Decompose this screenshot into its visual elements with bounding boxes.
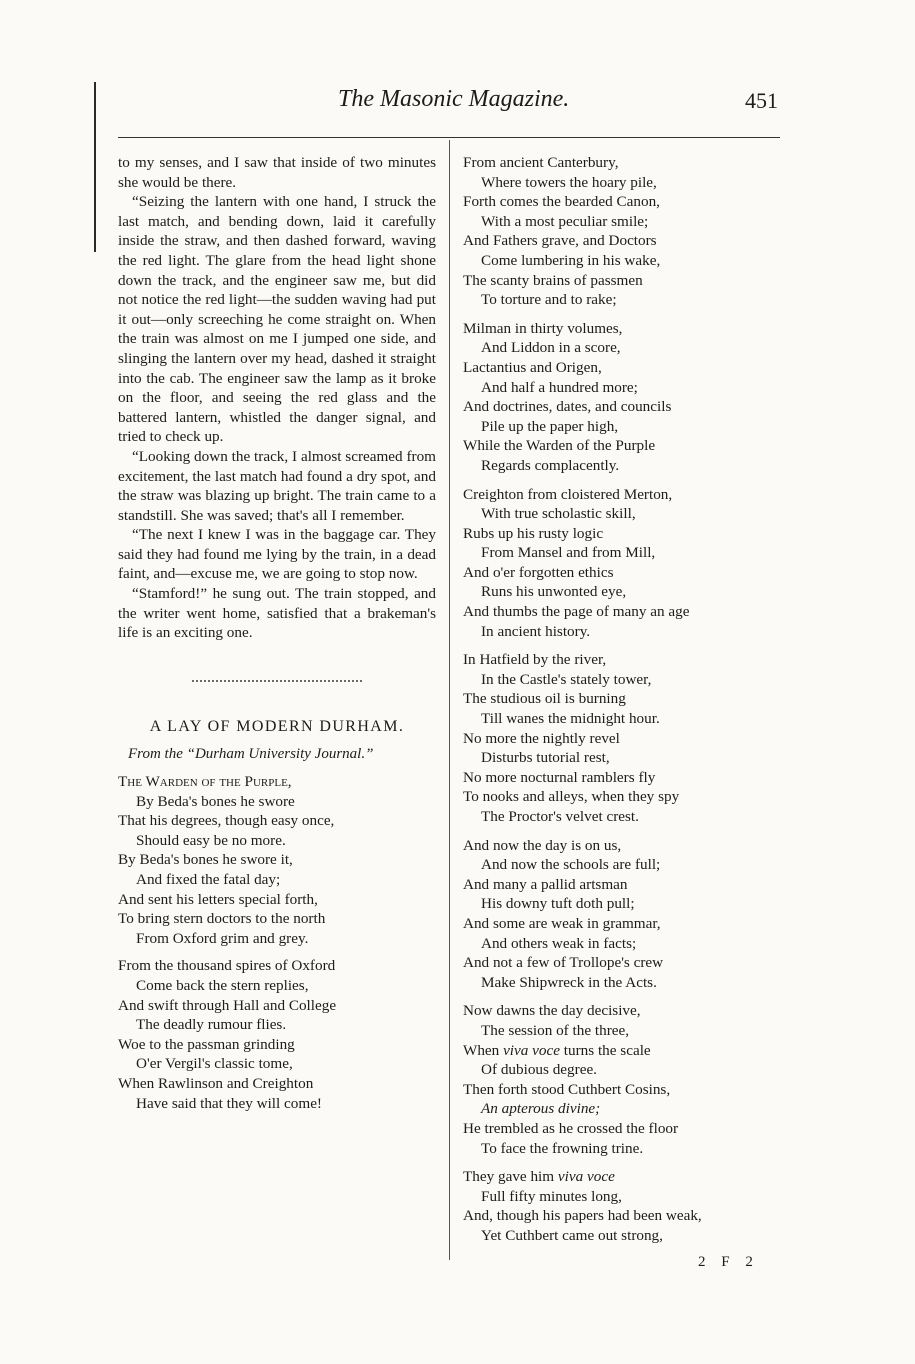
verse-line: Where towers the hoary pile, bbox=[481, 173, 657, 191]
verse-line: And swift through Hall and College bbox=[118, 996, 337, 1014]
stanza bbox=[463, 1167, 793, 1245]
verse-line: Creighton from cloistered Merton, bbox=[463, 485, 673, 503]
stanza bbox=[463, 1001, 793, 1158]
header-rule bbox=[118, 137, 780, 138]
verse-line: And thumbs the page of many an age bbox=[463, 603, 690, 621]
page-header bbox=[118, 86, 778, 126]
verse-line: In the Castle's stately tower, bbox=[481, 670, 652, 688]
verse-line: To nooks and alleys, when they spy bbox=[463, 788, 680, 806]
verse-line: Now dawns the day decisive, bbox=[463, 1002, 641, 1020]
verse-line: From Oxford grim and grey. bbox=[136, 929, 309, 947]
verse-line: And half a hundred more; bbox=[481, 378, 638, 396]
verse-line: With true scholastic skill, bbox=[481, 505, 636, 523]
verse-line: The studious oil is burning bbox=[463, 690, 626, 708]
verse-line: Rubs up his rusty logic bbox=[463, 524, 604, 542]
verse-line: His downy tuft doth pull; bbox=[481, 895, 635, 913]
verse-line: Forth comes the bearded Canon, bbox=[463, 193, 660, 211]
verse-line: O'er Vergil's classic tome, bbox=[136, 1055, 293, 1073]
verse-line: He trembled as he crossed the floor bbox=[463, 1119, 679, 1137]
poem-left bbox=[118, 772, 436, 1113]
verse-line: When Rawlinson and Creighton bbox=[118, 1074, 314, 1092]
italic-phrase: viva voce bbox=[503, 1041, 560, 1059]
verse-line: No more the nightly revel bbox=[463, 729, 620, 747]
verse-line: Then forth stood Cuthbert Cosins, bbox=[463, 1080, 671, 1098]
paragraph: “The next I knew I was in the baggage car. They said they had found me lying by the train, in a dead faint, and—excuse me, we are going to stop now. bbox=[118, 526, 436, 583]
running-title: The Masonic Magazine. bbox=[338, 86, 570, 112]
verse-line: No more nocturnal ramblers fly bbox=[463, 768, 656, 786]
italic-phrase: An apterous divine; bbox=[481, 1100, 601, 1118]
verse-line: With a most peculiar smile; bbox=[481, 212, 649, 230]
verse-line: And sent his letters special forth, bbox=[118, 890, 318, 908]
verse-line: In Hatfield by the river, bbox=[463, 651, 607, 669]
verse-line: Have said that they will come! bbox=[136, 1094, 322, 1112]
paragraph: “Looking down the track, I almost screamed from excitement, the last match had found a dry spot, and the straw was blazing up bright. The train came to a standstill. She was saved; that's all I remember. bbox=[118, 447, 436, 524]
verse-line-text: The Warden of the Purple, bbox=[118, 773, 292, 791]
stanza bbox=[463, 153, 793, 310]
paragraph: “Stamford!” he sung out. The train stopped, and the writer went home, satisfied that a brakeman's life is an exciting one. bbox=[118, 585, 436, 642]
right-column bbox=[463, 153, 793, 1254]
verse-line: And some are weak in grammar, bbox=[463, 914, 661, 932]
verse-line: The session of the three, bbox=[481, 1021, 630, 1039]
verse-line: That his degrees, though easy once, bbox=[118, 812, 335, 830]
paragraph: to my senses, and I saw that inside of two minutes she would be there. bbox=[118, 154, 436, 191]
verse-line: Pile up the paper high, bbox=[481, 417, 619, 435]
verse-line: The scanty brains of passmen bbox=[463, 271, 643, 289]
verse-line: To torture and to rake; bbox=[481, 291, 617, 309]
verse-line: The deadly rumour flies. bbox=[136, 1016, 287, 1034]
verse-line: While the Warden of the Purple bbox=[463, 437, 656, 455]
verse-line: Of dubious degree. bbox=[481, 1061, 597, 1079]
verse-line: By Beda's bones he swore it, bbox=[118, 851, 293, 869]
verse-line: Full fifty minutes long, bbox=[481, 1187, 622, 1205]
verse-line: And not a few of Trollope's crew bbox=[463, 954, 664, 972]
verse-line: And others weak in facts; bbox=[481, 934, 637, 952]
verse-line: And o'er forgotten ethics bbox=[463, 563, 614, 581]
verse-line: And Fathers grave, and Doctors bbox=[463, 232, 657, 250]
verse-line: And now the schools are full; bbox=[481, 856, 661, 874]
verse-line: From the thousand spires of Oxford bbox=[118, 957, 336, 975]
verse-line: In ancient history. bbox=[481, 622, 591, 640]
verse-line: Come lumbering in his wake, bbox=[481, 251, 661, 269]
stanza bbox=[463, 319, 793, 476]
verse-line bbox=[463, 1041, 793, 1061]
verse-line: Make Shipwreck in the Acts. bbox=[481, 973, 657, 991]
verse-line bbox=[118, 772, 436, 792]
verse-line: And, though his papers had been weak, bbox=[463, 1207, 702, 1225]
verse-text: They gave him bbox=[463, 1168, 555, 1186]
poem-title: A LAY OF MODERN DURHAM. bbox=[149, 717, 405, 735]
stanza bbox=[463, 485, 793, 642]
verse-line: Lactantius and Origen, bbox=[463, 358, 602, 376]
stanza bbox=[463, 836, 793, 993]
italic-phrase: viva voce bbox=[557, 1168, 615, 1186]
verse-line: By Beda's bones he swore bbox=[136, 792, 295, 810]
verse-line: Runs his unwonted eye, bbox=[481, 583, 627, 601]
verse-line bbox=[463, 1167, 793, 1187]
verse-line: Till wanes the midnight hour. bbox=[481, 710, 660, 728]
verse-line: Disturbs tutorial rest, bbox=[481, 749, 610, 767]
verse-line: And many a pallid artsman bbox=[463, 875, 628, 893]
signature-mark: 2 F 2 bbox=[698, 1254, 759, 1270]
verse-line: From ancient Canterbury, bbox=[463, 154, 619, 171]
verse-text: turns the scale bbox=[563, 1041, 651, 1059]
verse-line: And now the day is on us, bbox=[463, 836, 622, 854]
verse-text: When bbox=[463, 1041, 500, 1059]
margin-rule bbox=[94, 82, 96, 252]
verse-line: And Liddon in a score, bbox=[481, 339, 621, 357]
verse-line: And fixed the fatal day; bbox=[136, 871, 281, 888]
verse-line: Milman in thirty volumes, bbox=[463, 319, 623, 337]
section-ornament bbox=[192, 680, 362, 682]
verse-line bbox=[463, 1099, 793, 1119]
verse-line: The Proctor's velvet crest. bbox=[481, 808, 639, 825]
verse-line: Yet Cuthbert came out strong, bbox=[481, 1226, 663, 1244]
column-divider bbox=[449, 140, 450, 1260]
verse-line: Woe to the passman grinding bbox=[118, 1035, 295, 1053]
verse-line: Regards complacently. bbox=[481, 456, 620, 474]
poem-source: From the “Durham University Journal.” bbox=[128, 746, 374, 763]
verse-line: To face the frowning trine. bbox=[481, 1139, 644, 1157]
verse-line: Come back the stern replies, bbox=[136, 976, 309, 994]
page-number: 451 bbox=[745, 88, 778, 113]
stanza bbox=[118, 956, 436, 1113]
verse-line: And doctrines, dates, and councils bbox=[463, 398, 672, 416]
left-column bbox=[118, 153, 436, 1121]
stanza bbox=[463, 650, 793, 826]
verse-line: To bring stern doctors to the north bbox=[118, 910, 326, 928]
stanza bbox=[118, 772, 436, 948]
verse-line: From Mansel and from Mill, bbox=[481, 544, 656, 562]
verse-line: Should easy be no more. bbox=[136, 831, 286, 849]
paragraph: “Seizing the lantern with one hand, I struck the last match, and bending down, laid it carefully inside the straw, and then dashed forward, waving the red light. The glare from the head light shone down the track, and the engineer saw me, but did not notice the red light—the sudden waving had put it out—only screeching he come straight on. When the train was almost on me I jumped one side, and slinging the lantern over my head, dashed it straight into the cab. The engineer saw the lamp as it broke on the floor, and seeing the red glass and the battered lantern, whistled the danger signal, and tried to check up. bbox=[118, 193, 436, 446]
